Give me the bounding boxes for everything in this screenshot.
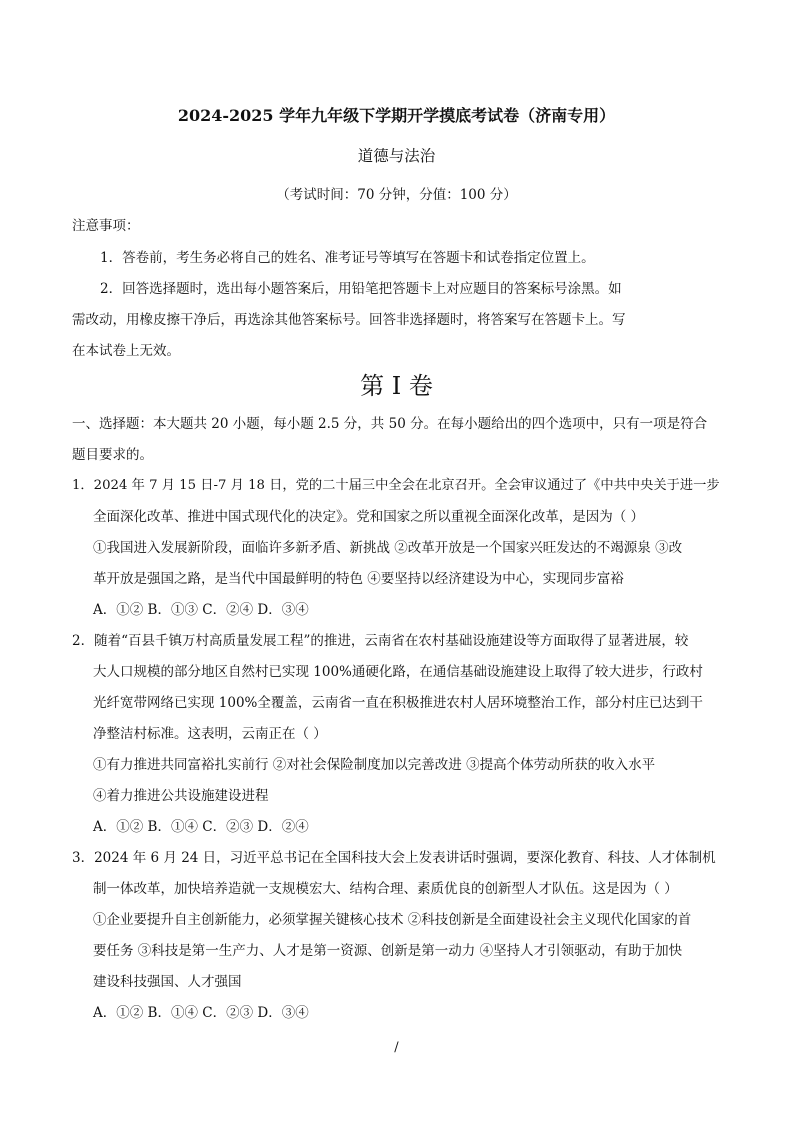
exam-title: 2024-2025 学年九年级下学期开学摸底考试卷（济南专用） [177, 106, 616, 125]
exam-info: （考试时间：70 分钟，分值：100 分） [276, 187, 517, 203]
question-1-line-3: ①我国进入发展新阶段，面临许多新矛盾、新挑战 ②改革开放是一个国家兴旺发达的不竭源泉 ③改 [93, 540, 683, 556]
question-3-line-4: 要任务 ③科技是第一生产力、人才是第一资源、创新是第一动力 ④坚持人才引领驱动，有助于加快 [93, 943, 683, 959]
note-item-2-line-2: 需改动，用橡皮擦干净后，再选涂其他答案标号。回答非选择题时，将答案写在答题卡上。写 [72, 312, 626, 328]
question-2-line-2: 大人口规模的部分地区自然村已实现 100%通硬化路，在通信基础设施建设上取得了较大进步，行政村 [93, 664, 703, 680]
notes-heading: 注意事项： [72, 218, 140, 234]
question-1-options: A．①② B．①③ C．②④ D．③④ [93, 602, 309, 618]
question-2-line-6: ④着力推进公共设施建设进程 [93, 788, 269, 804]
section-intro-line-1: 一、选择题：本大题共 20 小题，每小题 2.5 分，共 50 分。在每小题给出的四个选项中，只有一项是符合 [72, 416, 708, 432]
section-title: 第 I 卷 [360, 372, 433, 400]
question-3-line-5: 建设科技强国、人才强国 [93, 974, 242, 990]
note-item-2-line-1: 2．回答选择题时，选出每小题答案后，用铅笔把答题卡上对应题目的答案标号涂黑。如 [100, 281, 622, 297]
question-3-options: A．①② B．①④ C．②③ D．③④ [93, 1005, 309, 1021]
question-1-line-4: 革开放是强国之路，是当代中国最鲜明的特色 ④要坚持以经济建设为中心，实现同步富裕 [93, 571, 624, 587]
question-2-line-5: ①有力推进共同富裕扎实前行 ②对社会保险制度加以完善改进 ③提高个体劳动所获的收入水平 [93, 757, 656, 773]
question-2-line-1: 2．随着“百县千镇万村高质量发展工程”的推进，云南省在农村基础设施建设等方面取得了显著进展，较 [72, 633, 689, 649]
question-2-line-4: 净整洁村标准。这表明，云南正在（ ） [93, 726, 327, 742]
question-1-line-1: 1．2024 年 7 月 15 日-7 月 18 日，党的二十届三中全会在北京召开。全会审议通过了《中共中央关于进一步 [72, 478, 720, 493]
question-2-options: A．①② B．①④ C．②③ D．②④ [93, 819, 309, 835]
note-item-1: 1．答卷前，考生务必将自己的姓名、准考证号等填写在答题卡和试卷指定位置上。 [100, 250, 595, 266]
question-3-line-1: 3．2024 年 6 月 24 日，习近平总书记在全国科技大会上发表讲话时强调，要深化教育、科技、人才体制机 [72, 850, 716, 866]
question-2-line-3: 光纤宽带网络已实现 100%全覆盖，云南省一直在积极推进农村人居环境整治工作，部分村庄已达到干 [93, 695, 703, 711]
page-marker: / [394, 1040, 399, 1055]
section-intro-line-2: 题目要求的。 [72, 447, 153, 463]
question-3-line-3: ①企业要提升自主创新能力，必须掌握关键核心技术 ②科技创新是全面建设社会主义现代化国家的首 [93, 912, 692, 928]
question-3-line-2: 制一体改革，加快培养造就一支规模宏大、结构合理、素质优良的创新型人才队伍。这是因为（ ） [93, 881, 678, 897]
subject-title: 道德与法治 [357, 147, 436, 165]
note-item-2-line-3: 在本试卷上无效。 [72, 343, 180, 359]
question-1-line-2: 全面深化改革、推进中国式现代化的决定》。党和国家之所以重视全面深化改革，是因为（ ） [93, 509, 645, 525]
